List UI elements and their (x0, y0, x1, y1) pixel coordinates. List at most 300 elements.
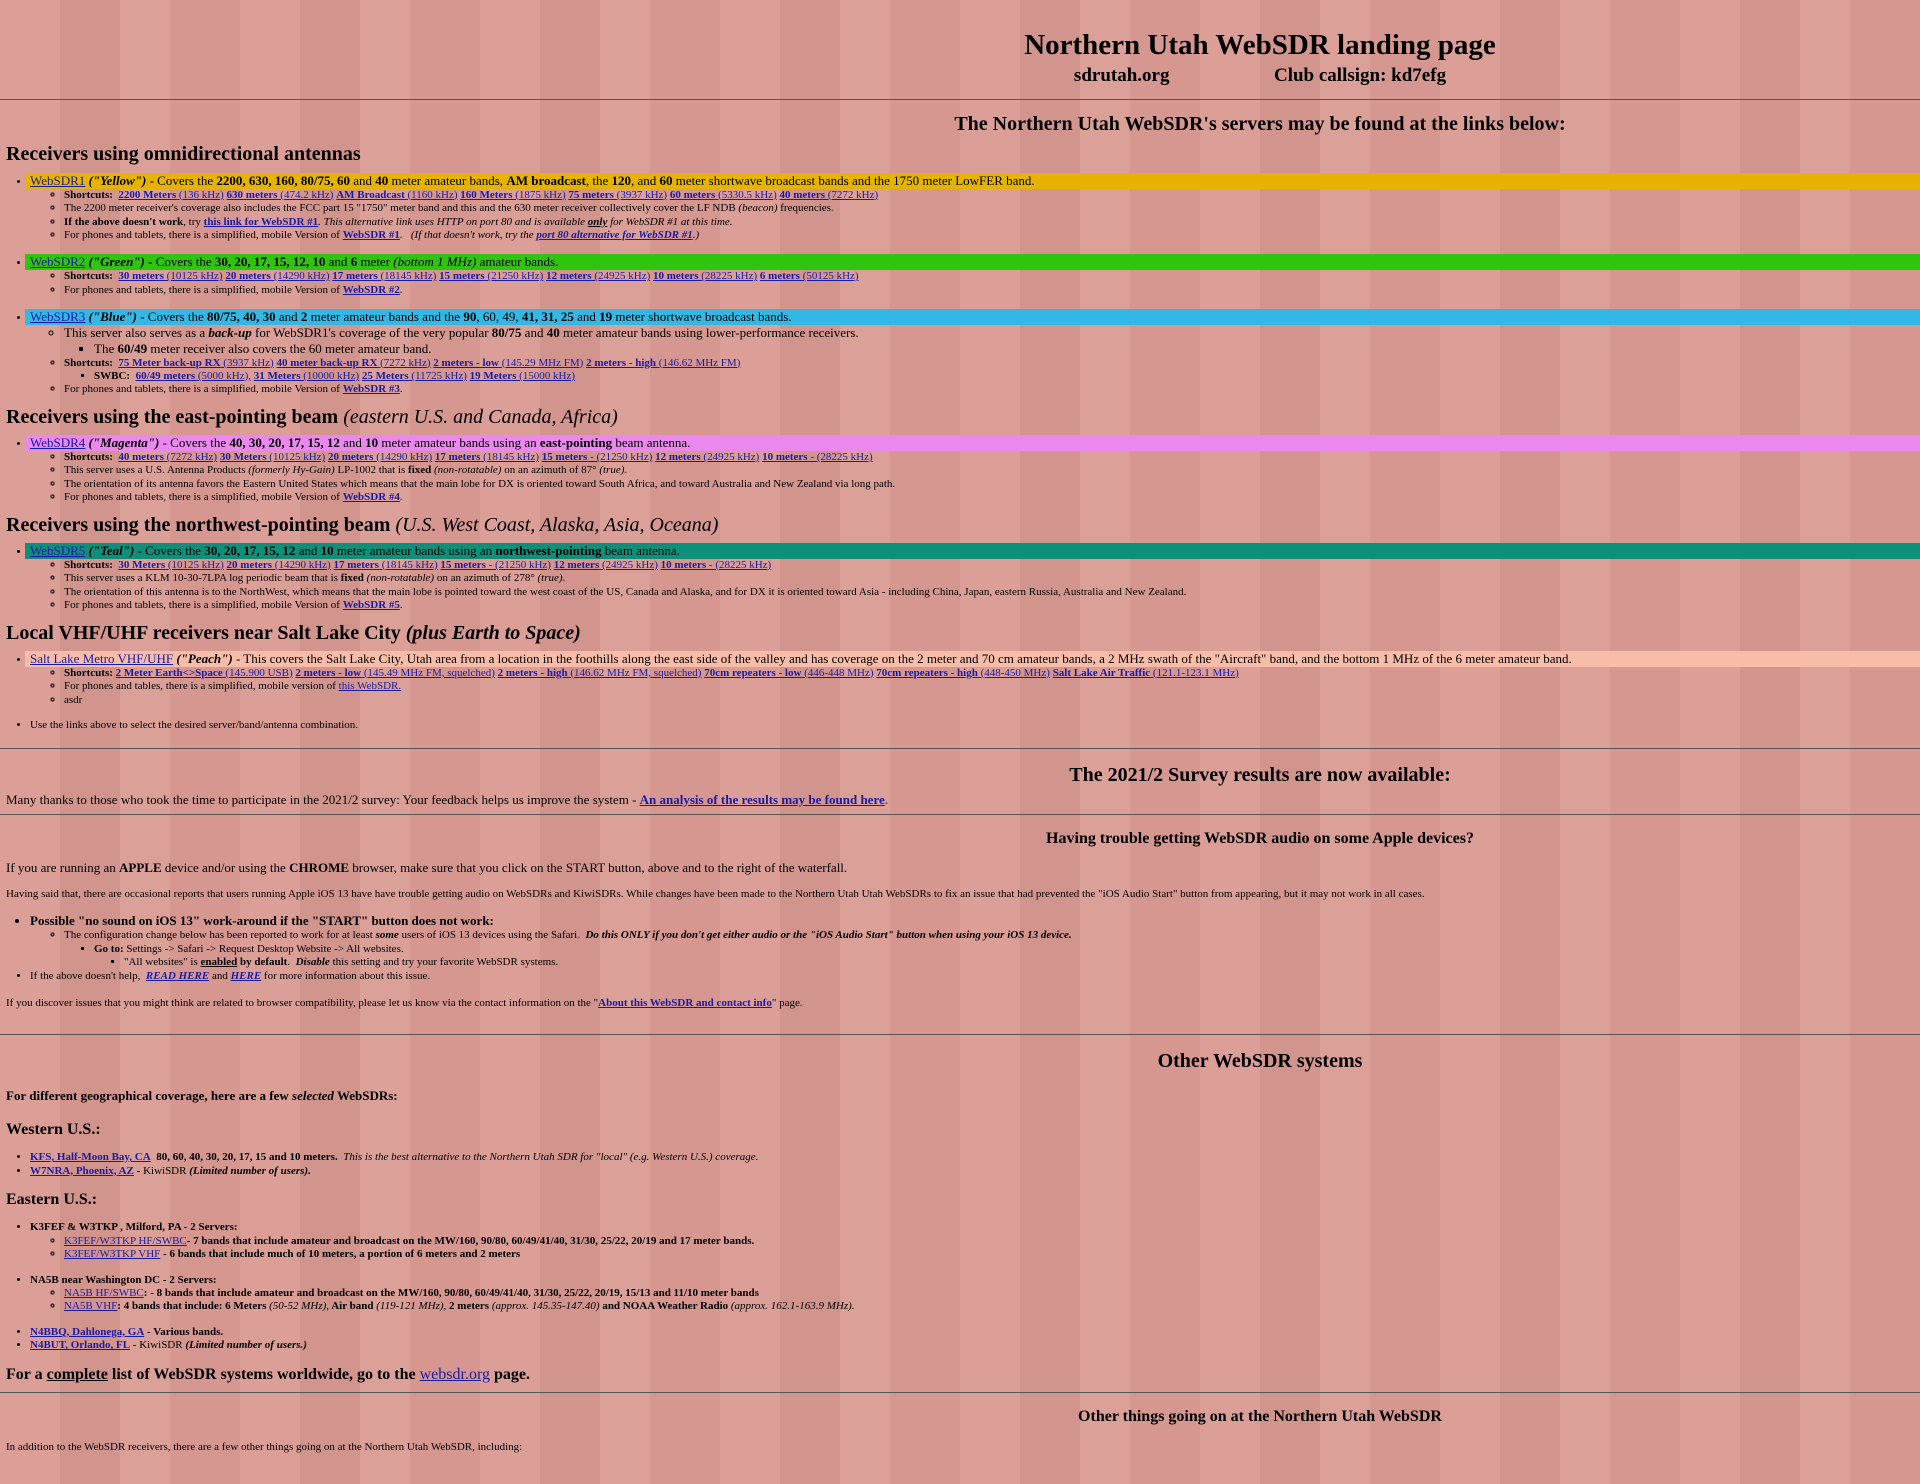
sdr5-mobile-link[interactable]: WebSDR #5 (342, 599, 400, 612)
shortcuts-label: Shortcuts: (64, 188, 113, 201)
vhf-heading-text: Local VHF/UHF receivers near Salt Lake City (6, 621, 401, 644)
workaround-item (30, 913, 1920, 969)
sdr2-note: (bottom 1 MHz) (393, 254, 477, 270)
site-domain: sdrutah.org (1073, 64, 1170, 86)
ant-a: This server uses a U.S. Antenna Products (64, 464, 246, 477)
alt-bold: If the above doesn't work (64, 215, 184, 228)
shortcut-link[interactable]: 70cm repeaters - high (448-450 MHz) (876, 666, 1050, 679)
backup-f: 40 (546, 324, 560, 340)
k3fef-hf-text: - 7 bands that include amateur and broadcast on the MW/160, 90/80, 60/49/41/40, 31/30, 25/22, 20/19 and 17 meter bands. (186, 1234, 755, 1247)
swbc-label: SWBC: (94, 369, 131, 382)
things-heading: Other things going on at the Northern Utah WebSDR (1078, 1408, 1442, 1426)
backup-g: meter amateur bands using lower-performance receivers. (562, 324, 859, 340)
sdr4-orient: ◦ The orientation of its antenna favors the Eastern United States which means that the main lobe for DX is oriented toward South Africa, and toward Australia and New Zealand via long path. (64, 478, 1920, 491)
sdr3-desc: - Covers the (140, 309, 204, 324)
sdr4-shortcuts (64, 451, 1920, 464)
vhf-bar (25, 651, 1920, 667)
shortcut-link[interactable]: 70cm repeaters - low (446-448 MHz) (704, 666, 874, 679)
config-item (64, 929, 1920, 969)
n4bbq-text: - Various bands. (147, 1325, 224, 1338)
sdr5-bands: 30, 20, 17, 15, 12 (204, 543, 296, 559)
sdr5-bar (25, 543, 1920, 559)
vhf-sublist (30, 667, 1920, 707)
sdr3-backup (64, 325, 1920, 357)
sdr1-desc-e: meter shortwave broadcast bands and the 1750 meter LowFER band. (675, 172, 1035, 188)
sdr1-sublist (30, 189, 1920, 243)
sdr5-beam: northwest-pointing (495, 543, 602, 559)
shortcut-link[interactable]: 20 meters (14290 kHz) (327, 451, 433, 464)
ant-e: (non-rotatable) (434, 464, 502, 477)
sdr1-list (0, 173, 1920, 397)
here-link[interactable]: HERE (230, 969, 262, 982)
backup-c: for WebSDR1's coverage of the very popular (255, 324, 489, 340)
phones-text: For phones and tablets, there is a simplified, mobile Version of (64, 491, 340, 504)
sdr4-link[interactable]: WebSDR4 (30, 435, 86, 451)
shortcut-link[interactable]: 12 meters (24925 kHz) (553, 558, 658, 571)
phones-text: For phones and tablets, there is a simplified, mobile Version of (64, 283, 340, 296)
kfs-link[interactable]: KFS, Half-Moon Bay, CA (30, 1151, 151, 1164)
na5b-vhf-link[interactable]: NA5B VHF (64, 1300, 118, 1313)
alt-b: . This alternative link uses HTTP on port 80 and is available (318, 215, 586, 228)
config-a: The configuration change below has been reported to work for at least (64, 929, 373, 942)
sdr1-mobile-link[interactable]: WebSDR #1 (342, 228, 400, 241)
backup-d: 80/75 (491, 324, 522, 340)
sdr2-nick: ("Green") (88, 254, 145, 270)
page-title: Northern Utah WebSDR landing page (1024, 29, 1496, 61)
shortcut-link[interactable]: 15 meters - (21250 kHz) (440, 558, 551, 571)
vhf-heading-note: (plus Earth to Space) (405, 621, 581, 644)
help-and: and (211, 969, 228, 982)
kfs-note: This is the best alternative to the Northern Utah SDR for "local" (e.g. Western U.S.) coverage. (343, 1151, 759, 1164)
sdr4-bands2: 10 (365, 435, 379, 451)
websdr-org-link[interactable]: websdr.org (419, 1365, 490, 1383)
na5b-vhf-d: (119-121 MHz), (376, 1300, 447, 1313)
nw-heading-note: (U.S. West Coast, Alaska, Asia, Oceana) (395, 513, 719, 536)
k3fef-item (30, 1221, 1920, 1261)
east-heading-note: (eastern U.S. and Canada, Africa) (343, 405, 618, 428)
kfs-bands: 80, 60, 40, 30, 20, 17, 15 and 10 meters. (156, 1151, 338, 1164)
vhf-heading (6, 621, 1920, 645)
na5b-hf-text: : - 8 bands that include amateur and broadcast on the MW/160, 90/80, 60/49/41/40, 31/30, 25/22, 20/19, 15/13 and 11/10 meter bands (143, 1287, 759, 1300)
sdr4-desc-c: beam antenna. (615, 435, 691, 451)
read-here-link[interactable]: READ HERE (145, 969, 210, 982)
help-item (30, 970, 1920, 983)
about-contact-link[interactable]: About this WebSDR and contact info (598, 996, 772, 1009)
w7nra-link[interactable]: W7NRA, Phoenix, AZ (30, 1164, 134, 1177)
shortcut-link[interactable]: AM Broadcast (1160 kHz) (336, 188, 458, 201)
survey-results-link[interactable]: An analysis of the results may be found here (639, 791, 885, 807)
shortcut-link[interactable]: 17 meters (18145 kHz) (333, 558, 438, 571)
phones-text: For phones and tablets, there is a simplified, mobile Version of (64, 383, 340, 396)
sdr3-sw: 90 (463, 309, 477, 324)
ant-c: (non-rotatable) (366, 572, 435, 585)
sdr2-desc-c: amateur bands. (479, 254, 559, 270)
compat-a: If you discover issues that you might think are related to browser compatibility, please let us know via the contact information on the " (6, 996, 599, 1009)
alt-a: , try (183, 215, 201, 228)
help-a: If the above doesn't help, (30, 969, 141, 982)
survey-heading: The 2021/2 Survey results are now available: (1069, 764, 1451, 787)
k3fef-hf-link[interactable]: K3FEF/W3TKP HF/SWBC (64, 1234, 187, 1247)
alt-c: for WebSDR #1 at this time. (610, 215, 733, 228)
shortcut-link[interactable]: 160 Meters (1875 kHz) (460, 188, 566, 201)
sdr3-swbc (64, 370, 1920, 383)
sdr5-desc-b: meter amateur bands using an (336, 543, 493, 559)
sdr1-mobile: ◦ For phones and tablets, there is a simplified, mobile Version of WebSDR #1. (If that doesn't work, try the port 80 alternative for WebSDR #1.) (64, 229, 1920, 242)
apple-heading: Having trouble getting WebSDR audio on some Apple devices? (1046, 829, 1474, 847)
sdr2-desc-b: meter (360, 254, 391, 270)
p1-d: CHROME (289, 860, 350, 876)
allweb-a: "All websites" is (124, 956, 198, 969)
na5b-item (30, 1274, 1920, 1314)
sdr5-mobile: ◦ For phones and tablets, there is a simplified, mobile Version of WebSDR #5. (64, 599, 1920, 612)
shortcut-link[interactable]: 12 meters (24925 kHz) (546, 270, 651, 283)
na5b-vhf-a: : 4 bands that include: 6 Meters (117, 1300, 267, 1313)
complete-a: For a (6, 1365, 43, 1383)
callsign-label: Club callsign: (1273, 64, 1387, 86)
n4bbq-item (30, 1326, 1920, 1339)
vhf-shortcut-list (116, 667, 1239, 679)
note-text: The 2200 meter receiver's coverage also includes the FCC part 15 "1750" meter band and this and the 630 meter receiver collectively cover the LF NDB (64, 202, 736, 215)
apple-p2: Having said that, there are occasional reports that users running Apple iOS 13 have have trouble getting audio on WebSDRs and KiwiSDRs. While changes have been made to the Northern Utah Utah WebSDRs to fix an issue that had prevented the "iOS Audio Start" button from appearing, but it may not work in all cases. (6, 888, 1425, 901)
sdr4-bar (25, 435, 1920, 451)
sdr5-list (0, 543, 1920, 612)
page-header (0, 0, 1920, 87)
west-heading: Western U.S.: (6, 1120, 101, 1138)
survey-end: . (884, 791, 889, 807)
shortcut-link[interactable]: 75 meters (3937 kHz) (568, 188, 668, 201)
allweb-e: Disable (295, 956, 330, 969)
n4but-note: (Limited number of users.) (185, 1339, 307, 1352)
shortcut-link[interactable]: 40 meters (7272 kHz) (779, 188, 879, 201)
mobile-note-a: (If that doesn't work, try the (410, 228, 534, 241)
shortcut-link[interactable]: 2 meters - low (145.49 MHz FM, squelched) (295, 666, 495, 679)
divider (0, 814, 1920, 815)
goto-text: Settings -> Safari -> Request Desktop Website -> All websites. (126, 942, 404, 955)
intro-b: selected (292, 1087, 334, 1103)
backup-e: and (524, 324, 544, 340)
p1-c: device and/or using the (164, 860, 286, 876)
na5b-hf (64, 1287, 1920, 1300)
shortcut-link[interactable]: 40 meter back-up RX (7272 kHz) (276, 356, 431, 369)
east-heading (6, 405, 1920, 429)
sdr4-bands: 40, 30, 20, 17, 15, 12 (229, 435, 340, 451)
ant-b: fixed (340, 572, 364, 585)
shortcut-link[interactable]: Salt Lake Air Traffic (121.1-123.1 MHz) (1052, 666, 1239, 679)
shortcut-link[interactable]: 31 Meters (10000 kHz) (253, 369, 360, 382)
sdr2-mobile-link[interactable]: WebSDR #2 (342, 283, 400, 296)
shortcut-link[interactable]: 2200 Meters (136 kHz) (118, 188, 224, 201)
ant-e: (true). (537, 572, 566, 585)
sdr3-sw2: 41, 31, 25 (521, 309, 574, 324)
shortcut-link[interactable]: 630 meters (474.2 kHz) (226, 188, 334, 201)
na5b-vhf-b: (50-52 MHz), (269, 1300, 330, 1313)
shortcut-link[interactable]: 60 meters (5330.5 kHz) (669, 188, 777, 201)
n4bbq-link[interactable]: N4BBQ, Dahlonega, GA (30, 1325, 145, 1338)
ant-f: on an azimuth of 87° (504, 464, 597, 477)
sdr3-bar (25, 309, 1920, 325)
sdr1-note (64, 202, 1920, 215)
vhf-desc: - This covers the Salt Lake City, Utah area from a location in the foothills along the east side of the valley and has coverage on the 2 meter and 70 cm amateur bands, a 2 MHz swath of the "Aircraft" band, and the bottom 1 MHz of the 6 meter amateur band. (235, 650, 1572, 666)
sub-b: 60/49 (117, 340, 148, 356)
sdr1-desc-b: meter amateur bands, (391, 172, 504, 188)
divider (0, 1392, 1920, 1393)
sdr1-and: and (353, 172, 373, 188)
goto-item (94, 943, 1920, 970)
sdr3-desc-b: meter amateur bands and the (310, 309, 461, 324)
k3fef-vhf-text: - 6 bands that include much of 10 meters, a portion of 6 meters and 2 meters (163, 1248, 521, 1261)
complete-d: page. (493, 1365, 530, 1383)
intro-a: For different geographical coverage, here are a few (6, 1087, 289, 1103)
apple-p1 (6, 860, 1920, 876)
shortcuts-label: Shortcuts: (64, 558, 113, 571)
sdr1-am: AM broadcast (506, 172, 586, 188)
config-b: some (375, 929, 399, 942)
shortcut-link[interactable]: 40 meters (7272 kHz) (118, 451, 218, 464)
shortcuts-label: Shortcuts: (64, 270, 113, 283)
allweb-c: by default (239, 956, 288, 969)
allweb-b: enabled (200, 956, 238, 969)
sdr1-alt (64, 216, 1920, 229)
sdr1-bands: 2200, 630, 160, 80/75, 60 (216, 172, 350, 188)
shortcuts-label: Shortcuts: (64, 666, 113, 679)
west-list (0, 1151, 1920, 1178)
sdr1-desc: - Covers the (149, 172, 214, 188)
sdr2-shortcut-list (118, 270, 858, 282)
sdr3-link[interactable]: WebSDR3 (30, 309, 86, 324)
na5b-title: NA5B near Washington DC - 2 Servers: (30, 1273, 217, 1286)
ant-g: (true). (599, 464, 628, 477)
sdr1-bar (25, 173, 1920, 189)
ant-d: on an azimuth of 278° (436, 572, 535, 585)
sdr5-bands2: 10 (320, 543, 334, 559)
na5b-vhf (64, 1300, 1920, 1313)
ant-d: fixed (408, 464, 432, 477)
shortcut-link[interactable]: 2 meters - low (145.29 MHz FM) (433, 356, 584, 369)
sdr1-item (30, 173, 1920, 242)
workaround-text: Possible "no sound on iOS 13" work-around if the "START" button does not work: (30, 913, 494, 929)
sdr3-bands: 80/75, 40, 30 (206, 309, 276, 324)
sdr3-shortcut-list (118, 357, 740, 369)
divider (0, 748, 1920, 749)
note-end: frequencies. (780, 202, 834, 215)
goto-list (64, 943, 1920, 970)
w7nra-item (30, 1165, 1920, 1178)
vhf-extra: ◦ asdr (64, 694, 1920, 707)
sdr3-mobile-link[interactable]: WebSDR #3 (342, 383, 400, 396)
swbc-list (136, 370, 575, 382)
vhf-shortcuts (64, 667, 1920, 680)
omni-heading: Receivers using omnidirectional antennas (6, 143, 361, 166)
east-us-list (0, 1221, 1920, 1352)
sdr2-mobile: ◦ For phones and tablets, there is a simplified, mobile Version of WebSDR #2. (64, 284, 1920, 297)
k3fef-title: K3FEF & W3TKP , Milford, PA - 2 Servers: (30, 1221, 238, 1234)
allweb-f: this setting and try your favorite WebSDR systems. (332, 956, 559, 969)
sdr1-shortcut-list (118, 189, 878, 201)
sdr2-sublist (30, 270, 1920, 297)
sdr3-60m-note (94, 341, 1920, 357)
allweb-d: . (287, 956, 291, 969)
sdr5-shortcuts (64, 559, 1920, 572)
shortcut-link[interactable]: 10 meters - (28225 kHz) (762, 451, 873, 464)
workaround-sub (30, 929, 1920, 969)
n4but-text: - KiwiSDR (132, 1339, 183, 1352)
na5b-vhf-g: and NOAA Weather Radio (602, 1300, 729, 1313)
shortcut-link[interactable]: 30 Meters (10125 kHz) (219, 451, 326, 464)
sdr3-shortcuts (64, 357, 1920, 384)
help-b: for more information about this issue. (263, 969, 431, 982)
sdr3-item (30, 309, 1920, 397)
w7nra-text: - KiwiSDR (136, 1164, 187, 1177)
sdr1-shortcuts (64, 189, 1920, 202)
sdr5-shortcut-list (118, 559, 771, 571)
n4but-item (30, 1339, 1920, 1352)
sdr2-and: and (328, 254, 348, 270)
sdr3-nick: ("Blue") (88, 309, 137, 324)
sdr4-antenna (64, 464, 1920, 477)
vhf-link[interactable]: Salt Lake Metro VHF/UHF (30, 650, 174, 666)
sdr4-mobile: ◦ For phones and tablets, there is a simplified, mobile Version of WebSDR #4. (64, 491, 1920, 504)
sdr3-desc-d: and (577, 309, 596, 324)
divider (0, 1034, 1920, 1035)
note-beacon: (beacon) (738, 202, 778, 215)
sdr4-and: and (343, 435, 362, 451)
sdr3-and: and (278, 309, 298, 324)
shortcuts-label: Shortcuts: (64, 451, 113, 464)
other-intro (6, 1088, 1920, 1104)
p1-e: browser, make sure that you click on the START button, above and to the right of the waterfall. (352, 860, 848, 876)
complete-b: complete (46, 1365, 108, 1383)
header-subline (0, 64, 1920, 87)
sdr4-shortcut-list (118, 451, 872, 463)
sdr2-link[interactable]: WebSDR2 (30, 254, 86, 270)
ant-a: This server uses a KLM 10-30-7LPA log periodic beam that is (64, 572, 338, 585)
na5b-hf-link[interactable]: NA5B HF/SWBC (64, 1287, 144, 1300)
sdr5-link[interactable]: WebSDR5 (30, 543, 86, 559)
servers-heading: The Northern Utah WebSDR's servers may be found at the links below: (954, 113, 1566, 136)
goto-label: Go to: (94, 942, 124, 955)
sdr2-desc: - Covers the (148, 254, 212, 270)
sdr5-desc-c: beam antenna. (604, 543, 680, 559)
things-text: In addition to the WebSDR receivers, there are a few other things going on at the Northern Utah WebSDR, including: (6, 1440, 523, 1453)
sdr5-sublist (30, 559, 1920, 613)
vhf-item (30, 651, 1920, 707)
divider (0, 99, 1920, 100)
config-c: users of iOS 13 devices using the Safari. (401, 929, 580, 942)
vhf-mobile-link[interactable]: this WebSDR. (338, 680, 402, 693)
sub-a: The (94, 340, 115, 356)
sdr4-beam: east-pointing (539, 435, 613, 451)
k3fef-vhf-link[interactable]: K3FEF/W3TKP VHF (64, 1248, 161, 1261)
callsign: kd7efg (1391, 64, 1447, 86)
other-heading: Other WebSDR systems (1157, 1050, 1363, 1073)
sdr1-bands2: 40 (375, 172, 389, 188)
sdr5-antenna (64, 572, 1920, 585)
shortcut-link[interactable]: 17 meters (18145 kHz) (434, 451, 540, 464)
shortcut-link[interactable]: 60/49 meters (5000 kHz), (135, 369, 252, 382)
shortcut-link[interactable]: 2 meters - high (146.62 MHz FM, squelched) (497, 666, 702, 679)
shortcut-link[interactable]: 12 meters (24925 kHz) (655, 451, 760, 464)
sdr4-list (0, 435, 1920, 504)
shortcuts-label: Shortcuts: (64, 356, 113, 369)
sdr4-nick: ("Magenta") (88, 435, 160, 451)
use-links-note: • Use the links above to select the desired server/band/antenna combination. (30, 719, 1920, 732)
n4but-link[interactable]: N4BUT, Orlando, FL (30, 1339, 131, 1352)
vhf-mobile (64, 680, 1920, 693)
shortcut-link[interactable]: 2 Meter Earth<>Space (145.900 USB) (115, 666, 293, 679)
sdr4-desc-b: meter amateur bands using an (381, 435, 537, 451)
shortcut-link[interactable]: 2 meters - high (146.62 MHz FM) (586, 356, 741, 369)
compat-text (6, 997, 1920, 1010)
shortcut-link[interactable]: 15 meters - (21250 kHz) (541, 451, 653, 464)
shortcut-link[interactable]: 20 meters (14290 kHz) (226, 558, 331, 571)
sdr1-sw: 120 (611, 172, 632, 188)
sdr2-bands: 30, 20, 17, 15, 12, 10 (214, 254, 326, 270)
sdr5-desc: - Covers the (137, 543, 202, 559)
backup-b: back-up (208, 324, 252, 340)
sdr3-sublist (30, 325, 1920, 397)
swbc-row (94, 370, 1920, 383)
mobile-note-b: .) (692, 228, 700, 241)
sdr3-sw3: 19 (599, 309, 613, 324)
shortcut-link[interactable]: 25 Meters (11725 kHz) (361, 369, 467, 382)
shortcut-link[interactable]: 6 meters (50125 kHz) (759, 270, 859, 283)
port80-link[interactable]: port 80 alternative for WebSDR #1 (536, 228, 693, 241)
alt-link[interactable]: this link for WebSDR #1 (203, 215, 319, 228)
na5b-sub (30, 1287, 1920, 1314)
k3fef-sub (30, 1235, 1920, 1262)
alt-only: only (587, 215, 608, 228)
shortcut-link[interactable]: 19 Meters (15000 kHz) (469, 369, 576, 382)
sdr4-sublist (30, 451, 1920, 505)
apple-list (0, 913, 1920, 982)
survey-text (6, 792, 1920, 808)
sdr2-bar (25, 254, 1920, 270)
p1-b: APPLE (119, 860, 162, 876)
sdr3-desc-e: meter shortwave broadcast bands. (615, 309, 792, 324)
sdr4-desc: - Covers the (162, 435, 227, 451)
shortcut-link[interactable]: 20 meters (14290 kHz) (225, 270, 330, 283)
shortcut-link[interactable]: 30 Meters (10125 kHz) (118, 558, 224, 571)
na5b-vhf-e: 2 meters (449, 1300, 490, 1313)
shortcut-link[interactable]: 17 meters (18145 kHz) (332, 270, 437, 283)
sdr2-bands2: 6 (350, 254, 358, 270)
kfs-item (30, 1151, 1920, 1164)
nw-heading-text: Receivers using the northwest-pointing beam (6, 513, 391, 536)
shortcut-link[interactable]: 10 meters - (28225 kHz) (660, 558, 772, 571)
allweb-list (94, 956, 1920, 969)
sdr3-mobile: ◦ For phones and tablets, there is a simplified, mobile Version of WebSDR #3. (64, 383, 1920, 396)
sdr3-backup-sub (64, 341, 1920, 357)
shortcut-link[interactable]: 15 meters (21250 kHz) (439, 270, 544, 283)
sdr3-bands2: 2 (300, 309, 308, 324)
sdr2-shortcuts (64, 270, 1920, 283)
p1-a: If you are running an (6, 860, 116, 876)
sdr5-and: and (298, 543, 318, 559)
survey-body: Many thanks to those who took the time to participate in the 2021/2 survey: Your feedback helps us improve the system - (6, 791, 637, 807)
na5b-vhf-h: (approx. 162.1-163.9 MHz). (730, 1300, 855, 1313)
sdr1-link[interactable]: WebSDR1 (30, 172, 86, 188)
shortcut-link[interactable]: 75 Meter back-up RX (3937 kHz) (118, 356, 274, 369)
sdr1-nick: ("Yellow") (88, 172, 147, 188)
complete-list (6, 1365, 1920, 1385)
shortcut-link[interactable]: 10 meters (28225 kHz) (653, 270, 758, 283)
sdr4-mobile-link[interactable]: WebSDR #4 (342, 491, 400, 504)
vhf-nick: ("Peach") (176, 650, 233, 666)
compat-b: " page. (771, 996, 803, 1009)
ant-c: LP-1002 that is (337, 464, 406, 477)
vhf-list (0, 651, 1920, 732)
shortcut-link[interactable]: 30 meters (10125 kHz) (118, 270, 223, 283)
